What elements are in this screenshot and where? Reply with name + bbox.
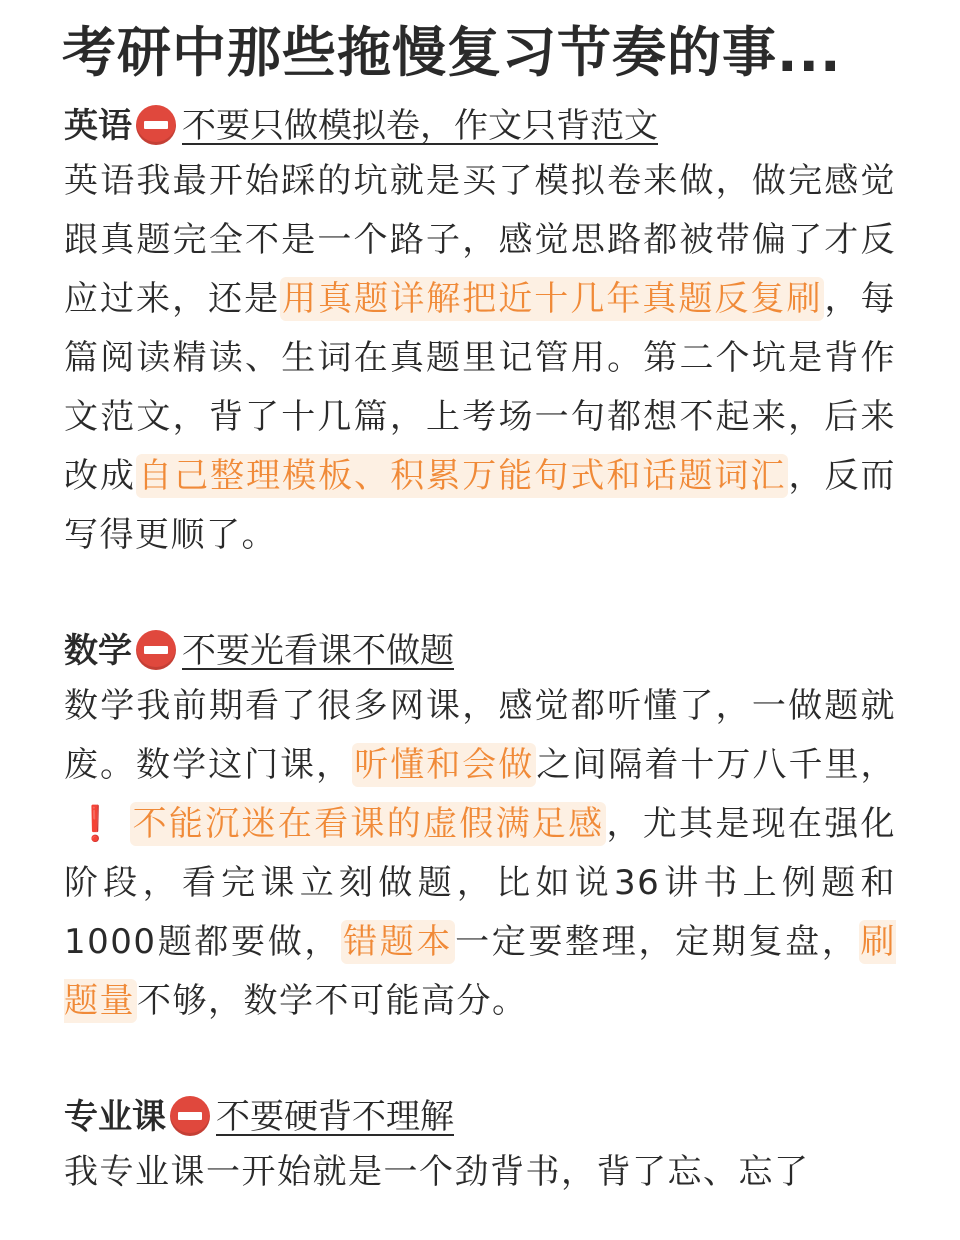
body-text: ，反而写得更顺了。 <box>64 456 897 555</box>
body-paragraph <box>64 152 896 565</box>
body-text: ，每篇阅读精读、生词在真题里记管用。第二个坑是背作文范文，背了十几篇，上考场一句都想不起来，后来改成 <box>64 279 897 496</box>
section-2 <box>64 1091 896 1202</box>
section-heading <box>64 100 896 152</box>
rule-text: 不要硬背不理解 <box>216 1097 454 1137</box>
highlight-text: 自己整理模板、积累万能句式和话题词汇 <box>138 456 787 496</box>
highlight-text: 听懂和会做 <box>354 745 535 785</box>
rule-text: 不要只做模拟卷，作文只背范文 <box>182 106 658 146</box>
section-heading <box>64 625 896 677</box>
no-entry-icon <box>136 105 176 145</box>
body-paragraph <box>64 677 896 1031</box>
no-entry-icon <box>170 1096 210 1136</box>
sections-container <box>64 100 896 1202</box>
section-heading <box>64 1091 896 1143</box>
section-1 <box>64 625 896 1031</box>
page-title: 考研中那些拖慢复习节奏的事... <box>62 21 842 84</box>
highlight-text: 用真题详解把近十几年真题反复刷 <box>282 279 823 319</box>
subject-label: 英语 <box>64 106 132 146</box>
body-text: ，尤其是现在强化阶段，看完课立刻做题，比如说36讲书上例题和1000题都要做， <box>64 804 897 962</box>
body-text: 我专业课一开始就是一个劲背书，背了忘、忘了 <box>64 1152 810 1192</box>
rule-text: 不要光看课不做题 <box>182 631 454 671</box>
highlight-text: 错题本 <box>343 922 454 962</box>
body-text: 不够，数学不可能高分。 <box>137 981 528 1021</box>
body-text: 一定要整理，定期复盘， <box>455 922 859 962</box>
no-entry-icon <box>136 630 176 670</box>
highlight-text: 不能沉迷在看课的虚假满足感 <box>131 804 605 844</box>
highlight-text: 刷题量 <box>64 922 897 1021</box>
body-paragraph <box>64 1143 896 1202</box>
body-text: 数学我前期看了很多网课，感觉都听懂了，一做题就废。数学这门课， <box>64 686 896 785</box>
exclamation-icon: ❗ <box>74 804 118 844</box>
subject-label: 专业课 <box>64 1097 166 1137</box>
body-text: 英语我最开始踩的坑就是买了模拟卷来做，做完感觉跟真题完全不是一个路子，感觉思路都被带偏了才反应过来，还是 <box>64 161 896 319</box>
subject-label: 数学 <box>64 631 132 671</box>
section-0 <box>64 100 896 565</box>
body-text: 之间隔着十万八千里， <box>536 745 897 785</box>
